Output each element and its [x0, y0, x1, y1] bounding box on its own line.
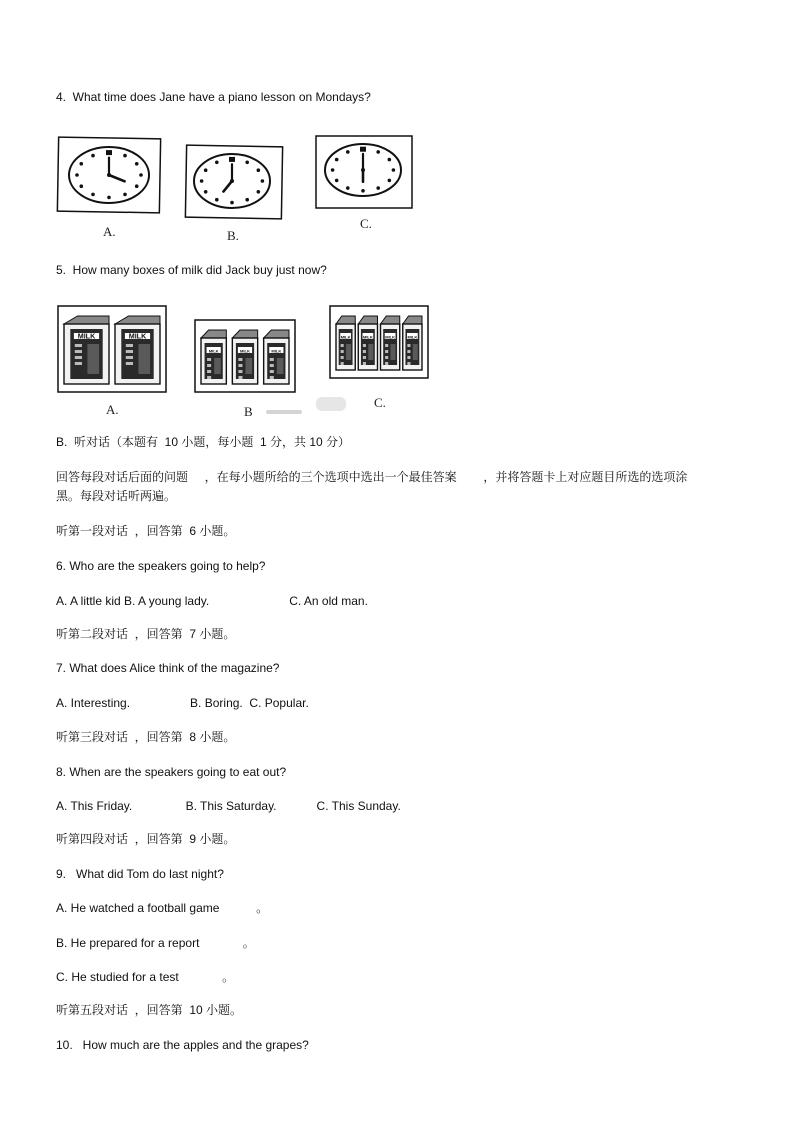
- carton-panel-detail: [246, 358, 253, 374]
- question-6-text: 6. Who are the speakers going to help?: [56, 559, 266, 573]
- carton-panel-detail: [87, 344, 99, 374]
- clock-face-b: [194, 154, 270, 208]
- dialogue-2-intro: 听第二段对话 ，回答第 7 小题。: [56, 627, 236, 641]
- clock-picture-a: [56, 135, 164, 215]
- carton-stripe: [207, 370, 211, 373]
- hour-mark: [204, 168, 208, 172]
- hour-mark: [388, 179, 392, 183]
- hour-mark: [91, 193, 95, 197]
- carton-stripe: [207, 376, 211, 379]
- milk-carton: [403, 316, 422, 370]
- carton-stripe: [341, 350, 344, 353]
- clock-picture-c: [314, 134, 414, 210]
- section-b-instruction-2: 黑。每段对话听两遍。: [56, 489, 177, 503]
- carton-stripe: [207, 364, 211, 367]
- milk-carton: [336, 316, 355, 370]
- section-b-instruction-1: 回答每段对话后面的问题 ，在每小题所给的三个选项中选出一个最佳答案 ，并将答题卡上对应题目所选的选项涂: [56, 470, 688, 484]
- carton-stripe: [270, 364, 274, 367]
- hour-mark: [376, 150, 380, 154]
- question-5-text: 5. How many boxes of milk did Jack buy just now?: [56, 263, 327, 277]
- question-6-options: A. A little kid B. A young lady. C. An old man.: [56, 594, 368, 608]
- carton-label-text: MILK: [340, 334, 351, 340]
- milk-carton: [232, 330, 257, 384]
- question-9-option-b: B. He prepared for a report 。: [56, 936, 255, 950]
- dialogue-4-intro: 听第四段对话 ，回答第 9 小题。: [56, 832, 236, 846]
- section-b-heading: B. 听对话（本题有 10 小题，每小题 1 分，共 10 分）: [56, 435, 351, 449]
- carton-stripe: [341, 362, 344, 365]
- carton-stripe: [407, 350, 410, 353]
- hour-mark: [331, 168, 335, 172]
- smudge-mark: [316, 397, 346, 411]
- hour-mark: [388, 158, 392, 162]
- hour-mark: [75, 173, 79, 177]
- question-9-text: 9. What did Tom do last night?: [56, 867, 224, 881]
- question-4-text: 4. What time does Jane have a piano lesson on Mondays?: [56, 90, 371, 104]
- hour-mark: [91, 154, 95, 158]
- carton-stripe: [270, 376, 274, 379]
- carton-stripe: [75, 350, 82, 353]
- clock-center: [361, 168, 365, 172]
- clock-center: [230, 179, 234, 183]
- carton-top: [403, 316, 422, 324]
- milk-carton: [358, 316, 377, 370]
- carton-panel-detail: [138, 344, 150, 374]
- smudge-mark: [266, 410, 302, 414]
- question-7-text: 7. What does Alice think of the magazine?: [56, 661, 280, 675]
- carton-panel-detail: [277, 358, 284, 374]
- hour-mark: [204, 190, 208, 194]
- carton-label-text: MILK: [385, 334, 396, 340]
- carton-stripe: [270, 358, 274, 361]
- option-label-4b: B.: [227, 228, 239, 243]
- carton-top: [381, 316, 400, 324]
- carton-stripe: [385, 362, 388, 365]
- hour-mark: [257, 168, 261, 172]
- carton-stripe: [407, 344, 410, 347]
- option-label-5a: A.: [106, 402, 119, 417]
- carton-top: [336, 316, 355, 324]
- milk-carton: [264, 330, 289, 384]
- carton-stripe: [385, 356, 388, 359]
- hour-mark: [215, 160, 219, 164]
- carton-panel-detail: [368, 344, 373, 360]
- hour-mark: [79, 184, 83, 188]
- hour-mark: [361, 189, 365, 193]
- hour-mark: [123, 154, 127, 158]
- carton-stripe: [341, 356, 344, 359]
- carton-stripe: [238, 370, 242, 373]
- carton-stripe: [126, 362, 133, 365]
- hour-mark: [257, 190, 261, 194]
- hour-mark: [139, 173, 143, 177]
- carton-panel-detail: [413, 344, 418, 360]
- carton-top: [201, 330, 226, 338]
- carton-label-text: MILK: [271, 348, 282, 354]
- milk-c-svg: [328, 304, 430, 380]
- hour-mark-12: [360, 147, 366, 152]
- carton-stripe: [75, 362, 82, 365]
- milk-carton: [201, 330, 226, 384]
- question-9-option-c: C. He studied for a test 。: [56, 970, 235, 984]
- hour-mark: [376, 186, 380, 190]
- question-10-text: 10. How much are the apples and the grapes?: [56, 1038, 309, 1052]
- carton-stripe: [407, 362, 410, 365]
- carton-stripe: [126, 350, 133, 353]
- hour-mark: [215, 198, 219, 202]
- hour-mark: [392, 168, 396, 172]
- hour-mark: [200, 179, 204, 183]
- carton-stripe: [126, 344, 133, 347]
- carton-stripe: [75, 356, 82, 359]
- option-label-4c: C.: [360, 216, 372, 231]
- carton-top: [264, 330, 289, 338]
- carton-label-text: MILK: [128, 331, 147, 341]
- hour-mark: [230, 201, 234, 205]
- option-label-5c: C.: [374, 395, 386, 410]
- carton-label-text: MILK: [240, 348, 250, 354]
- carton-label-text: MILK: [362, 334, 373, 340]
- clock-picture-b: [184, 144, 284, 220]
- carton-panel-detail: [391, 344, 396, 360]
- milk-carton: [115, 316, 160, 384]
- clock-c-svg: [314, 134, 414, 210]
- hour-mark: [123, 193, 127, 197]
- question-9-option-a: A. He watched a football game 。: [56, 901, 269, 915]
- carton-stripe: [75, 344, 82, 347]
- carton-stripe: [385, 344, 388, 347]
- carton-top: [358, 316, 377, 324]
- carton-label-text: MILK: [407, 334, 418, 340]
- hour-mark: [261, 179, 265, 183]
- hour-mark: [245, 160, 249, 164]
- carton-stripe: [238, 376, 242, 379]
- hour-mark: [346, 150, 350, 154]
- dialogue-5-intro: 听第五段对话 ，回答第 10 小题。: [56, 1003, 243, 1017]
- hour-mark: [135, 162, 139, 166]
- carton-panel-detail: [346, 344, 351, 360]
- hour-mark-12: [229, 157, 235, 162]
- carton-stripe: [207, 358, 211, 361]
- milk-carton: [381, 316, 400, 370]
- carton-stripe: [407, 356, 410, 359]
- hour-mark: [335, 179, 339, 183]
- question-8-options: A. This Friday. B. This Saturday. C. This Sunday.: [56, 799, 401, 813]
- carton-panel-detail: [214, 358, 221, 374]
- carton-top: [115, 316, 160, 324]
- carton-stripe: [341, 344, 344, 347]
- clock-face-c: [325, 144, 401, 196]
- clock-face-a: [69, 147, 149, 203]
- carton-stripe: [363, 362, 366, 365]
- carton-stripe: [238, 358, 242, 361]
- question-8-text: 8. When are the speakers going to eat out?: [56, 765, 287, 779]
- carton-stripe: [126, 356, 133, 359]
- carton-stripe: [363, 356, 366, 359]
- clock-a-svg: [56, 135, 164, 215]
- clock-b-svg: [184, 144, 284, 220]
- carton-top: [232, 330, 257, 338]
- clock-center: [107, 173, 111, 177]
- dialogue-3-intro: 听第三段对话 ，回答第 8 小题。: [56, 730, 236, 744]
- carton-stripe: [363, 350, 366, 353]
- carton-stripe: [270, 370, 274, 373]
- dialogue-1-intro: 听第一段对话 ，回答第 6 小题。: [56, 524, 236, 538]
- hour-mark: [335, 158, 339, 162]
- question-7-options: A. Interesting. B. Boring. C. Popular.: [56, 696, 309, 710]
- hour-mark-12: [106, 150, 112, 155]
- milk-picture-b: [193, 318, 297, 394]
- carton-stripe: [238, 364, 242, 367]
- carton-label-text: MILK: [208, 348, 219, 354]
- carton-stripe: [363, 344, 366, 347]
- carton-top: [64, 316, 109, 324]
- milk-a-svg: [56, 304, 168, 394]
- hour-mark: [107, 196, 111, 200]
- milk-b-svg: [193, 318, 297, 394]
- hour-mark: [346, 186, 350, 190]
- hour-mark: [79, 162, 83, 166]
- milk-picture-a: [56, 304, 168, 394]
- carton-stripe: [385, 350, 388, 353]
- hour-mark: [245, 198, 249, 202]
- hour-mark: [135, 184, 139, 188]
- milk-carton: [64, 316, 109, 384]
- milk-picture-c: [328, 304, 430, 380]
- carton-label-text: MILK: [77, 331, 96, 341]
- option-label-4a: A.: [103, 224, 116, 239]
- option-label-5b: B: [244, 404, 253, 419]
